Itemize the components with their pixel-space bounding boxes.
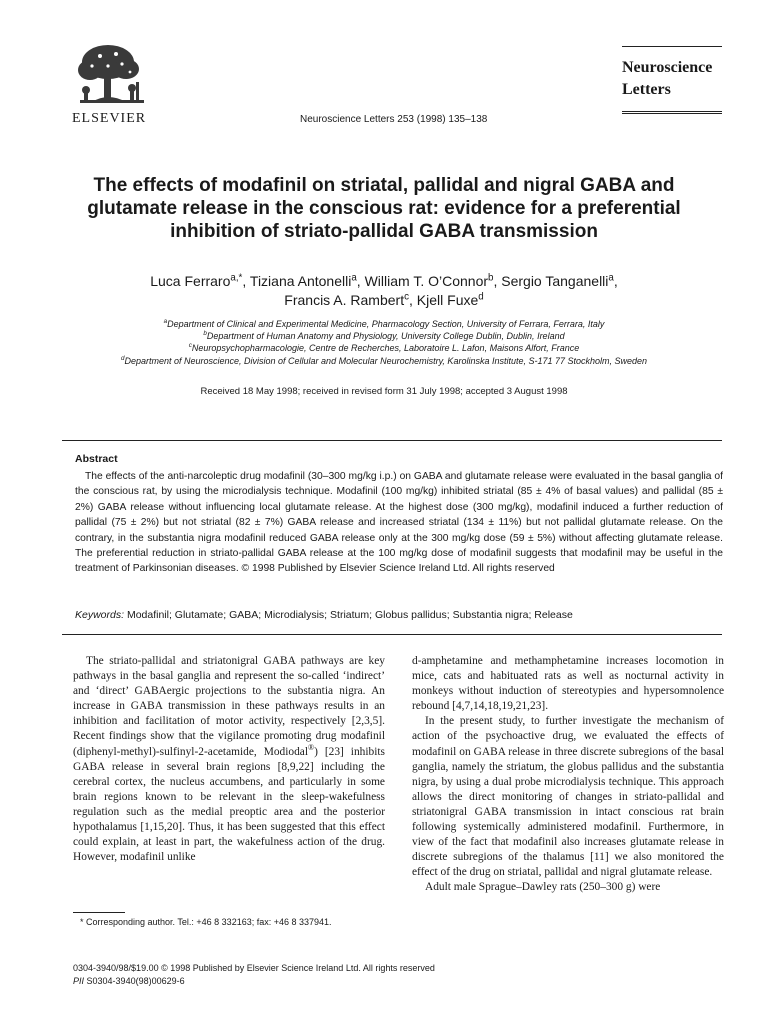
body-column-left [73,654,385,865]
affiliation: $^b$Department of Human Anatomy and Physiology, University College Dublin, Dublin, Ireland [203,330,565,342]
affiliation: $^c$Neuropsychopharmacologie, Centre de Recherches, Laboratoire L. Lafon, Maisons Alfort, France [188,342,580,354]
journal-masthead [622,46,722,114]
pii-label: PII [73,976,85,986]
abstract-rule-bottom [62,634,722,635]
affiliation-list [60,318,708,367]
corresponding-author-footnote: * Corresponding author. Tel.: +46 8 332163; fax: +46 8 337941. [80,917,332,927]
body-paragraph: Adult male Sprague–Dawley rats (250–300 g) were [425,881,661,894]
author: Sergio Tanganelli$^a$ [501,272,614,289]
body-paragraph: d-amphetamine and methamphetamine increases locomotion in mice, cats and habituated rats as well as nocturnal activity in monkeys without induction of stereotypies and hypersomnolence rebound [4,7,14,18,19,21,23]. [412,655,724,713]
author-list: Luca Ferraro$^{a,*}$, Tiziana Antonelli$^a$, William T. O’Connor$^b$, Sergio Tanganelli$^a$, Francis A. Rambert$^c$, Kjell Fuxe$^d$ [150,272,618,308]
publisher-name: ELSEVIER [72,111,147,126]
received-dates: Received 18 May 1998; received in revised form 31 July 1998; accepted 3 August 1998 [200,386,568,397]
issn-copyright: 0304-3940/98/$19.00 © 1998 Published by Elsevier Science Ireland Ltd. All rights reserved [73,963,435,973]
affiliation: $^d$Department of Neuroscience, Division of Cellular and Molecular Neurochemistry, Karolinska Institute, S-171 77 Stockholm, Sweden [120,354,648,366]
author: Tiziana Antonelli$^a$ [249,272,357,289]
pii-value: S0304-3940(98)00629-6 [86,976,185,986]
journal-title-line2: Letters [622,81,671,98]
journal-title [622,47,722,111]
author: Luca Ferraro$^{a,*}$ [150,272,243,289]
keywords-label: Keywords: [75,609,125,621]
affiliation: $^a$Department of Clinical and Experimental Medicine, Pharmacology Section, University of Ferrara, Ferrara, Italy [163,318,605,329]
author: William T. O’Connor$^b$ [364,272,494,289]
keywords-list: Modafinil; Glutamate; GABA; Microdialysis; Striatum; Globus pallidus; Substantia nigra; Release [126,609,573,621]
body-paragraph: The striato-pallidal and striatonigral GABA pathways are key pathways in the basal ganglia and represent the so-called ‘indirect’ and ‘direct’ GABAergic projections to the substantia nigra. An increase in GABA transmission in these pathways results in an inhibition and facilitation of motor activity, respectively [2,3,5]. Recent findings show that the vigilance promoting drug modafinil (diphenyl-methyl)-sulfinyl-2-acetamide, Modiodal®) [23] inhibits GABA release in several brain regions [8,9,22] including the cerebral cortex, the nucleus accumbens, and particularly in some brain regions known to be relevant in the sleep-wakefulness regulation such as the medial preoptic area and the posterior hypothalamus [1,15,20]. Thus, it has been suggested that this effect could explain, at least in part, the wakefulness action of the drug. However, modafinil unlike [73,655,385,864]
journal-title-line1: Neuroscience [622,59,713,76]
body-column-right [412,654,724,896]
author: Francis A. Rambert$^c$ [284,291,410,308]
abstract-heading: Abstract [75,453,118,465]
masthead-rule-bottom [622,111,722,114]
abstract-text: The effects of the anti-narcoleptic drug modafinil (30–300 mg/kg i.p.) on GABA and glutamate release were evaluated in the basal ganglia of the conscious rat, by using the microdialysis technique. Modafinil (100 mg/kg) inhibited striatal (85 ± 4% of basal values) and pallidal (85 ± 2%) GABA release without influencing local glutamate release. At the highest dose (300 mg/kg), modafinil induced a further reduction of pallidal (75 ± 2%) but not striatal (82 ± 7%) GABA release and increased striatal (134 ± 11%) but not pallidal glutamate release. On the contrary, in the substantia nigra modafinil reduced GABA release only at the 300 mg/kg dose (59 ± 5%) without affecting glutamate release. The preferential reduction in striato-pallidal GABA release at the 100 mg/kg dose of modafinil suggests that modafinil may be useful in the treatment of Parkinsonian diseases. © 1998 Published by Elsevier Science Ireland Ltd. All rights reserved [75,471,723,575]
body-paragraph: In the present study, to further investigate the mechanism of action of the psychoactive drug, we evaluated the effects of modafinil on GABA release in three discrete subregions of the basal ganglia, namely the striatum, the globus pallidus and the substantia nigra, by using a dual probe microdialysis technique. This approach allows the direct monitoring of changes in striato-pallidal and striatonigral GABA transmission in intact conscious rat brain following systemically administered modafinil. Furthermore, in view of the fact that modafinil also increases glutamate release in discrete subregions of the thalamus [11] we also monitored the effect of the drug on striatal, pallidal and nigral glutamate release. [412,715,724,879]
article-title: The effects of modafinil on striatal, pallidal and nigral GABA and glutamate release in the conscious rat: evidence for a preferential inhibition of striato-pallidal GABA transmission [87,175,681,242]
author: Kjell Fuxe$^d$ [416,291,484,308]
journal-citation: Neuroscience Letters 253 (1998) 135–138 [300,114,488,125]
keywords [75,609,723,621]
elsevier-tree-icon [72,42,152,116]
footnote-rule [73,912,125,913]
abstract-rule-top [62,440,722,441]
elsevier-logo [72,42,152,128]
pii-line [73,976,185,986]
